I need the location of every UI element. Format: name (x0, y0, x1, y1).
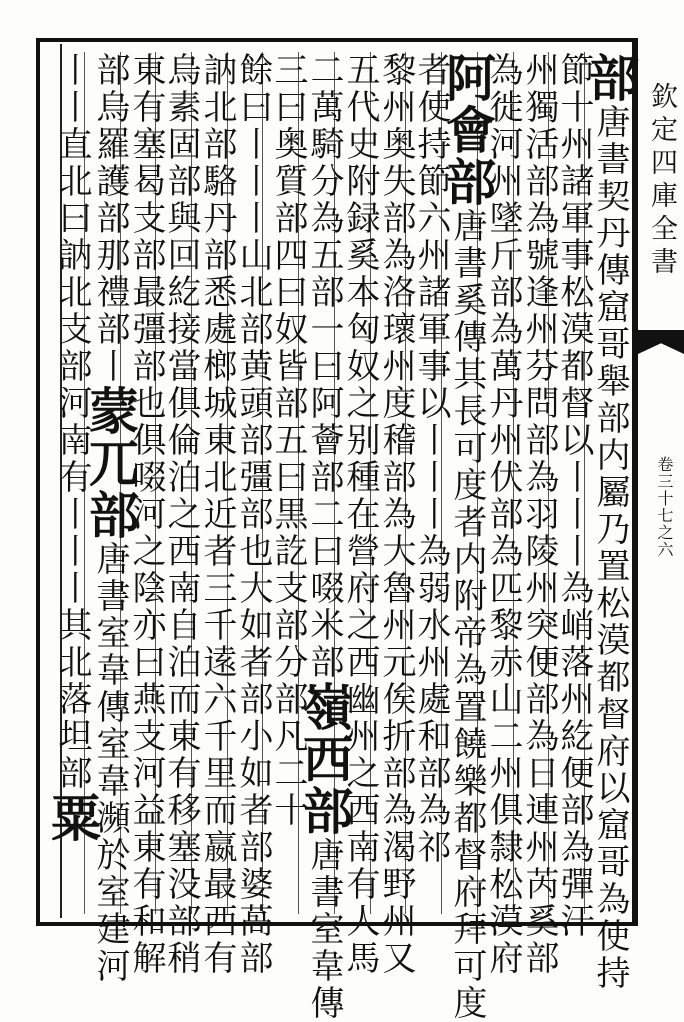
entry-heading: 粟 (43, 792, 102, 844)
fish-tail-mark (638, 330, 684, 354)
column-text: 分部凡二十 (268, 644, 308, 829)
column-text: 餘曰丨丨丨山北部黄頭部彊部也大如者部小如者部婆萵部 (233, 52, 273, 977)
entry-heading: 嶺西部 (295, 681, 354, 837)
column-text: 者使持節六州諸軍事以丨丨丨為弱水州處和部為祁 (411, 52, 451, 866)
column-text: 烏素固部與回紇接當俱倫泊之西南自泊而東有移塞没部稍 (161, 52, 201, 977)
column-text: 河南有丨丨丨其北落坦部 (52, 385, 92, 792)
column-text: 二萬騎分為五部一曰阿薈部二曰啜米部 (304, 52, 344, 681)
column-text: 節十州諸軍事松漠都督以丨丨丨為峭落州紇便部為彈汗 (554, 52, 594, 940)
text-column-16 (43, 52, 102, 914)
section-number: 卷三十七之六 (655, 456, 674, 558)
entry-heading: 蒙兀部 (81, 385, 140, 541)
column-text: 唐書契丹傳窟哥舉部内屬乃置松漠都督府以窟哥為使持 (590, 104, 630, 992)
column-text: 唐書室韋傳室韋瀕於室建河 (90, 541, 130, 985)
column-text: 東有塞曷支部最彊部也俱啜河之陰亦曰燕支河益東有和解 (126, 52, 166, 977)
column-text: 三曰奥質部四曰奴皆部五曰黒訖支部 (268, 52, 308, 644)
column-text: 丨丨直北曰訥北支部 (52, 52, 92, 385)
column-text: 黎州奥失部為洛瓌州度稽部為大魯州元俟折部為渴野州又 (376, 52, 416, 977)
column-text: 訥北部駱丹部悉處榔城東北近者三千逺六千里而嬴最西有 (197, 52, 237, 977)
column-text: 唐書奚傳其長可度者内附帝為置饒樂都督府拜可度 (447, 208, 487, 1022)
column-text: 為徙河州墜斤部為萬丹州伏部為匹黎赤山二州俱隸松漠府 (483, 52, 523, 977)
entry-heading: 部 (581, 52, 640, 104)
page-margin-strip (636, 38, 682, 926)
book-title: 欽定四庫全書 (646, 82, 677, 280)
entry-heading: 阿會部 (438, 52, 497, 208)
column-text: 州獨活部為號逢州芬問部為羽陵州突便部為日連州芮奚部 (519, 52, 559, 977)
column-text: 五代史附録奚本匈奴之别種在營府之西幽州之西南有人馬 (340, 52, 380, 977)
column-text: 唐書室韋傳 (304, 837, 344, 1022)
column-text: 部烏羅護部那禮部丨 (90, 52, 130, 385)
